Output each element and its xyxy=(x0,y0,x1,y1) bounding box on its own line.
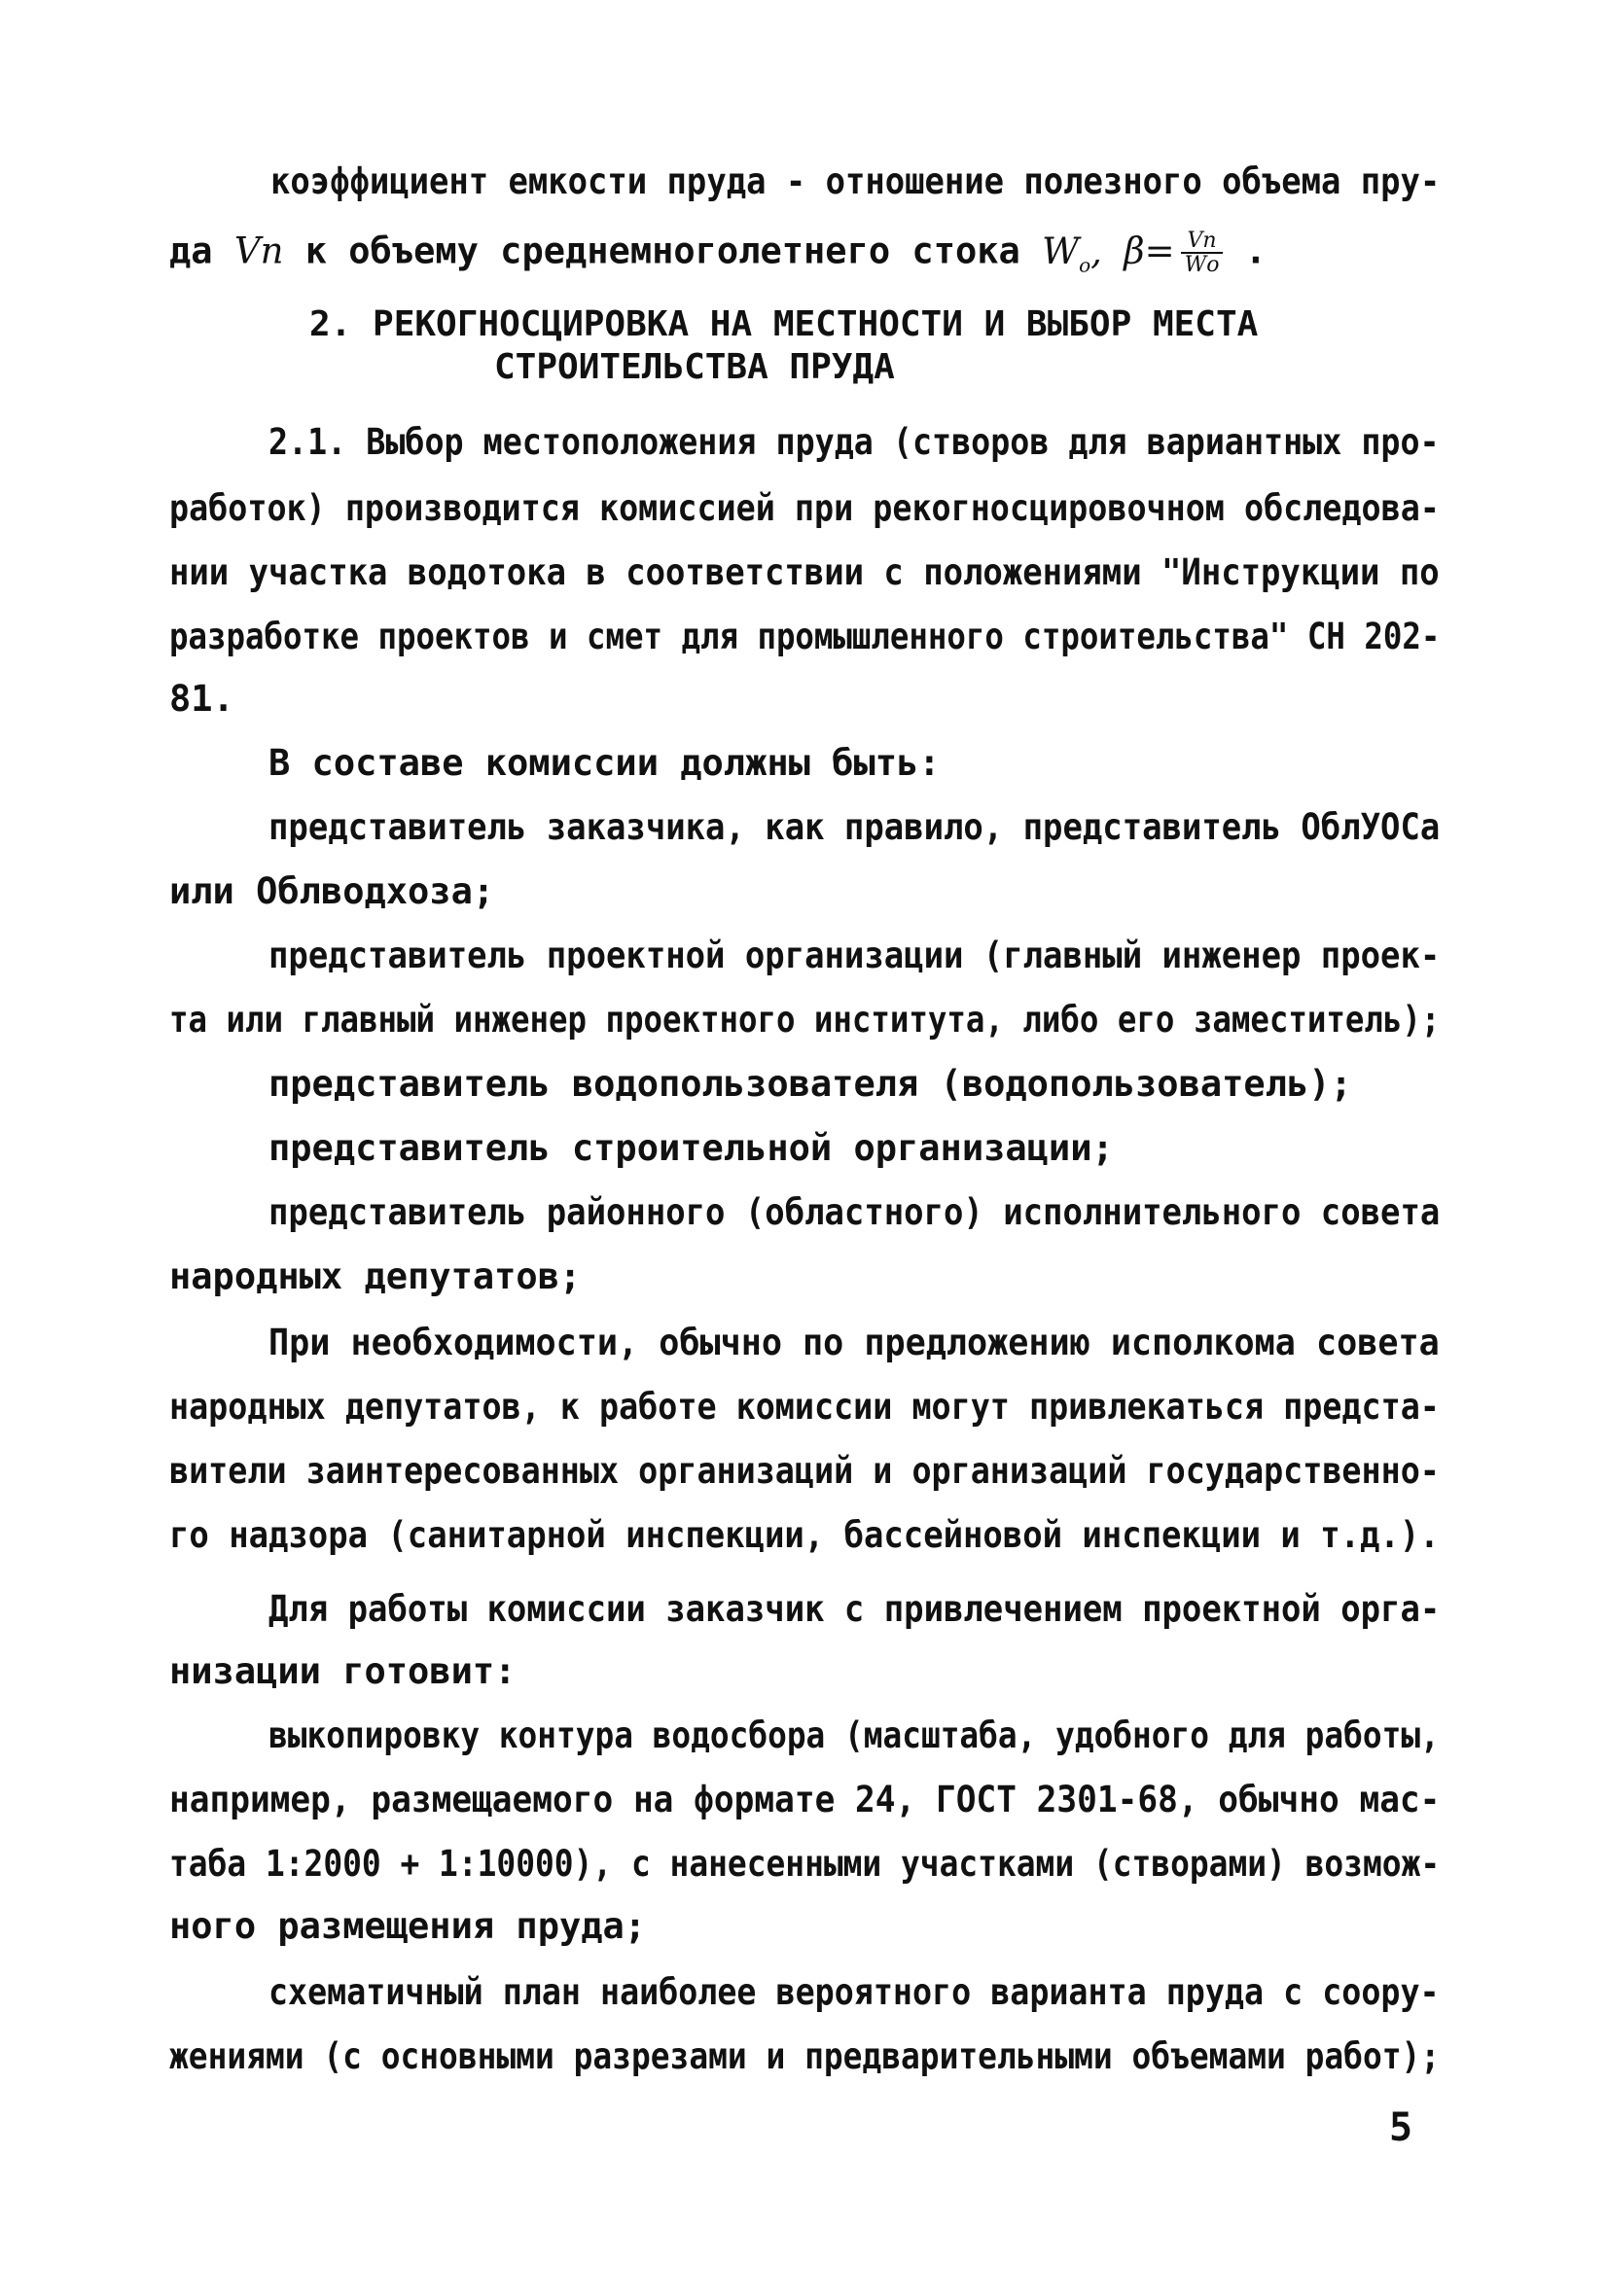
paragraph-line: представитель заказчика, как правило, представитель ОблУОСа xyxy=(268,806,1441,848)
paragraph-line: низации готовит: xyxy=(169,1650,517,1692)
paragraph-line: 81. xyxy=(169,678,234,720)
paragraph-line: таба 1:2000 + 1:10000), с нанесенными участками (створами) возмож- xyxy=(169,1843,1441,1885)
v-symbol: Vп xyxy=(233,230,284,272)
definition-line-2 xyxy=(169,230,1267,276)
paragraph-line: представитель районного (областного) исполнительного совета xyxy=(268,1191,1441,1233)
paragraph-line: 2.1. Выбор местоположения пруда (створов для вариантных про- xyxy=(268,421,1440,463)
fraction-denominator: Wо xyxy=(1184,253,1220,278)
definition-end: . xyxy=(1244,230,1268,272)
paragraph-line: В составе комиссии должны быть: xyxy=(268,742,941,784)
paragraph-line: представитель строительной организации; xyxy=(268,1127,1114,1169)
paragraph-line: нии участка водотока в соответствии с положениями "Инструкции по xyxy=(169,551,1440,593)
paragraph-line: например, размещаемого на формате 24, ГОСТ 2301-68, обычно мас- xyxy=(169,1779,1441,1820)
paragraph-line: схематичный план наиболее вероятного варианта пруда с соору- xyxy=(268,1971,1440,2013)
paragraph-line: представитель проектной организации (главный инженер проек- xyxy=(268,935,1441,976)
paragraph-line: работок) производится комиссией при рекогносцировочном обследова- xyxy=(169,487,1440,529)
paragraph-line: жениями (с основными разрезами и предварительными объемами работ); xyxy=(169,2035,1441,2077)
w-symbol: $W_о$, xyxy=(1042,230,1102,276)
paragraph-line: го надзора (санитарной инспекции, бассейновой инспекции и т.д.). xyxy=(169,1514,1440,1556)
section-heading-line-1: 2. РЕКОГНОСЦИРОВКА НА МЕСТНОСТИ И ВЫБОР МЕСТА xyxy=(309,304,1259,344)
paragraph-line: представитель водопользователя (водопользователь); xyxy=(268,1063,1352,1105)
paragraph-line: или Облводхоза; xyxy=(169,870,495,912)
capacity-fraction xyxy=(1181,230,1224,276)
paragraph-line: выкопировку контура водосбора (масштаба, удобного для работы, xyxy=(268,1714,1440,1756)
paragraph-line: вители заинтересованных организаций и организаций государственно- xyxy=(169,1450,1440,1492)
paragraph-line: При необходимости, обычно по предложению исполкома совета xyxy=(268,1322,1440,1363)
paragraph-line: народных депутатов; xyxy=(169,1255,582,1297)
definition-line-2-mid: к объему среднемноголетнего стока xyxy=(304,230,1020,272)
section-heading-line-2: СТРОИТЕЛЬСТВА ПРУДА xyxy=(494,347,895,387)
definition-line-2-start: да xyxy=(169,230,213,272)
paragraph-line: та или главный инженер проектного института, либо его заместитель); xyxy=(169,999,1441,1041)
paragraph-line: Для работы комиссии заказчик с привлечением проектной орга- xyxy=(268,1588,1441,1630)
page-number: 5 xyxy=(1389,2105,1413,2150)
beta-symbol: β= xyxy=(1124,230,1175,272)
definition-line-1: коэффициент емкости пруда - отношение полезного объема пру- xyxy=(270,160,1441,202)
fraction-numerator: Vп xyxy=(1181,230,1224,254)
paragraph-line: народных депутатов, к работе комиссии могут привлекаться предста- xyxy=(169,1386,1440,1428)
paragraph-line: разработке проектов и смет для промышленного строительства" СН 202- xyxy=(169,616,1441,657)
paragraph-line: ного размещения пруда; xyxy=(169,1905,647,1947)
